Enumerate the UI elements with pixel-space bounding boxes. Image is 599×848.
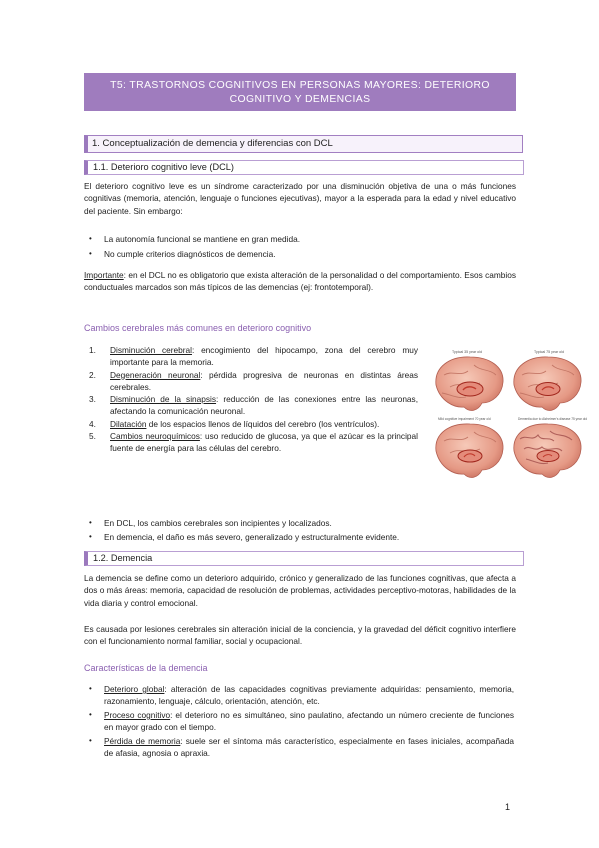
dcl-vs-dementia-list xyxy=(89,517,514,544)
list-item xyxy=(89,735,514,760)
important-note xyxy=(84,269,516,294)
brain-image-35-year-old xyxy=(436,350,503,410)
list-number: 5. xyxy=(89,431,96,442)
bullet-icon: • xyxy=(89,518,92,527)
list-item-text: de los espacios llenos de líquidos del cerebro (los ventrículos). xyxy=(146,418,380,429)
brain-changes-subheading: Cambios cerebrales más comunes en deterioro cognitivo xyxy=(84,323,312,333)
dcl-intro-paragraph: El deterioro cognitivo leve es un síndrome caracterizado por una disminución objetiva de una o más funciones cognitivas (memoria, atención, lenguaje o funciones ejecutivas), mayor a la esperada para la edad y nivel educativo del paciente. Sin embargo: xyxy=(84,181,516,216)
page-number: 1 xyxy=(505,802,511,812)
list-item-text: : suele ser el síntoma más característico, especialmente en fases iniciales, acompañada de afasia, agnosia o apraxia. xyxy=(104,735,514,759)
list-item xyxy=(89,683,514,708)
list-number: 2. xyxy=(89,369,96,380)
document-title: T5: TRASTORNOS COGNITIVOS EN PERSONAS MAYORES: DETERIORO COGNITIVO Y DEMENCIAS xyxy=(84,73,516,111)
list-item-text: : reducción de las conexiones entre las neuronas, afectando la comunicación neuronal. xyxy=(110,394,418,417)
list-item xyxy=(89,709,514,734)
list-number: 3. xyxy=(89,394,96,405)
brain-image-75-year-old xyxy=(514,350,581,410)
list-item-text: La autonomía funcional se mantiene en gran medida. xyxy=(104,234,301,244)
dementia-characteristics-subheading: Características de la demencia xyxy=(84,663,208,673)
bullet-icon: • xyxy=(89,249,92,259)
list-item xyxy=(89,248,514,260)
list-term: Dilatación xyxy=(110,418,147,429)
dcl-bullet-list xyxy=(89,233,514,261)
dementia-cause-paragraph: Es causada por lesiones cerebrales sin alteración inicial de la conciencia, y la gravedad del déficit cognitivo interfiere con el funcionamiento normal familiar, social y ocupacional. xyxy=(84,624,516,647)
dementia-characteristics-list xyxy=(89,683,514,760)
list-item-text: No cumple criterios diagnósticos de demencia. xyxy=(104,249,276,260)
list-item xyxy=(84,393,418,418)
svg-text:Mild cognitive impairment 70 y: Mild cognitive impairment 70 year old xyxy=(438,417,491,421)
list-term: Cambios neuroquímicos xyxy=(110,431,200,442)
important-label: Importante xyxy=(84,270,124,280)
dementia-definition-paragraph: La demencia se define como un deterioro adquirido, crónico y generalizado de las funciones cognitivas, que afecta a dos o más áreas: memoria, capacidad de resolución de problemas, actividades perceptivo-motoras, habilidades de la vida diaria y control emocional. xyxy=(84,573,516,608)
section-1-heading: 1. Conceptualización de demencia y diferencias con DCL xyxy=(84,135,523,153)
list-item-text: : pérdida progresiva de neuronas en distintas áreas cerebrales. xyxy=(110,369,418,392)
important-text: : en el DCL no es obligatorio que exista alteración de la personalidad o del comportamiento. Esos cambios conductuales marcados son más típicos de las demencias (ej: frontotemporal). xyxy=(84,270,516,293)
section-1-2-heading: 1.2. Demencia xyxy=(84,551,524,566)
list-number: 1. xyxy=(89,345,96,355)
list-item xyxy=(89,233,514,245)
svg-text:Typical 35 year old: Typical 35 year old xyxy=(452,350,482,354)
bullet-icon: • xyxy=(89,709,92,719)
brain-image-alzheimers xyxy=(514,417,587,477)
list-term: Deterioro global xyxy=(104,684,165,694)
list-term: Proceso cognitivo xyxy=(104,709,171,720)
list-term: Degeneración neuronal xyxy=(110,369,201,380)
bullet-icon: • xyxy=(89,684,92,693)
list-item xyxy=(84,344,418,369)
section-1-1-heading: 1.1. Deterioro cognitivo leve (DCL) xyxy=(84,160,524,175)
brain-changes-list xyxy=(84,344,418,455)
list-number: 4. xyxy=(89,418,96,429)
list-item xyxy=(89,517,514,529)
list-item xyxy=(84,369,418,394)
list-item-text: : el deterioro no es simultáneo, sino paulatino, afectando un número creciente de funciones en mayor grado con el tiempo. xyxy=(104,709,514,733)
bullet-icon: • xyxy=(89,234,92,243)
list-item xyxy=(84,430,418,455)
list-item-text: En demencia, el daño es más severo, generalizado y estructuralmente evidente. xyxy=(104,532,400,543)
bullet-icon: • xyxy=(89,532,92,542)
list-item-text: : alteración de las capacidades cognitivas previamente adquiridas: pensamiento, memoria, razonamiento, lenguaje, cálculo, orientación, atención, etc. xyxy=(104,684,514,707)
list-item-text: : encogimiento del hipocampo, zona del cerebro muy importante para la memoria. xyxy=(110,345,419,368)
list-item-text: En DCL, los cambios cerebrales son incipientes y localizados. xyxy=(104,518,332,528)
list-item-text: : uso reducido de glucosa, ya que el azúcar es la principal fuente de energía para las células del cerebro. xyxy=(110,431,418,454)
svg-text:Dementia due to Alzheimer's di: Dementia due to Alzheimer's disease 75 year old xyxy=(518,417,588,421)
list-term: Disminución de la sinapsis xyxy=(110,394,217,405)
bullet-icon: • xyxy=(89,735,92,745)
brain-image-mci xyxy=(436,417,503,477)
brain-comparison-figure xyxy=(430,345,590,485)
list-item xyxy=(84,418,418,430)
list-term: Disminución cerebral xyxy=(110,345,192,355)
list-item xyxy=(89,531,514,543)
list-term: Pérdida de memoria xyxy=(104,735,181,746)
svg-text:Typical 75 year old: Typical 75 year old xyxy=(534,350,564,354)
